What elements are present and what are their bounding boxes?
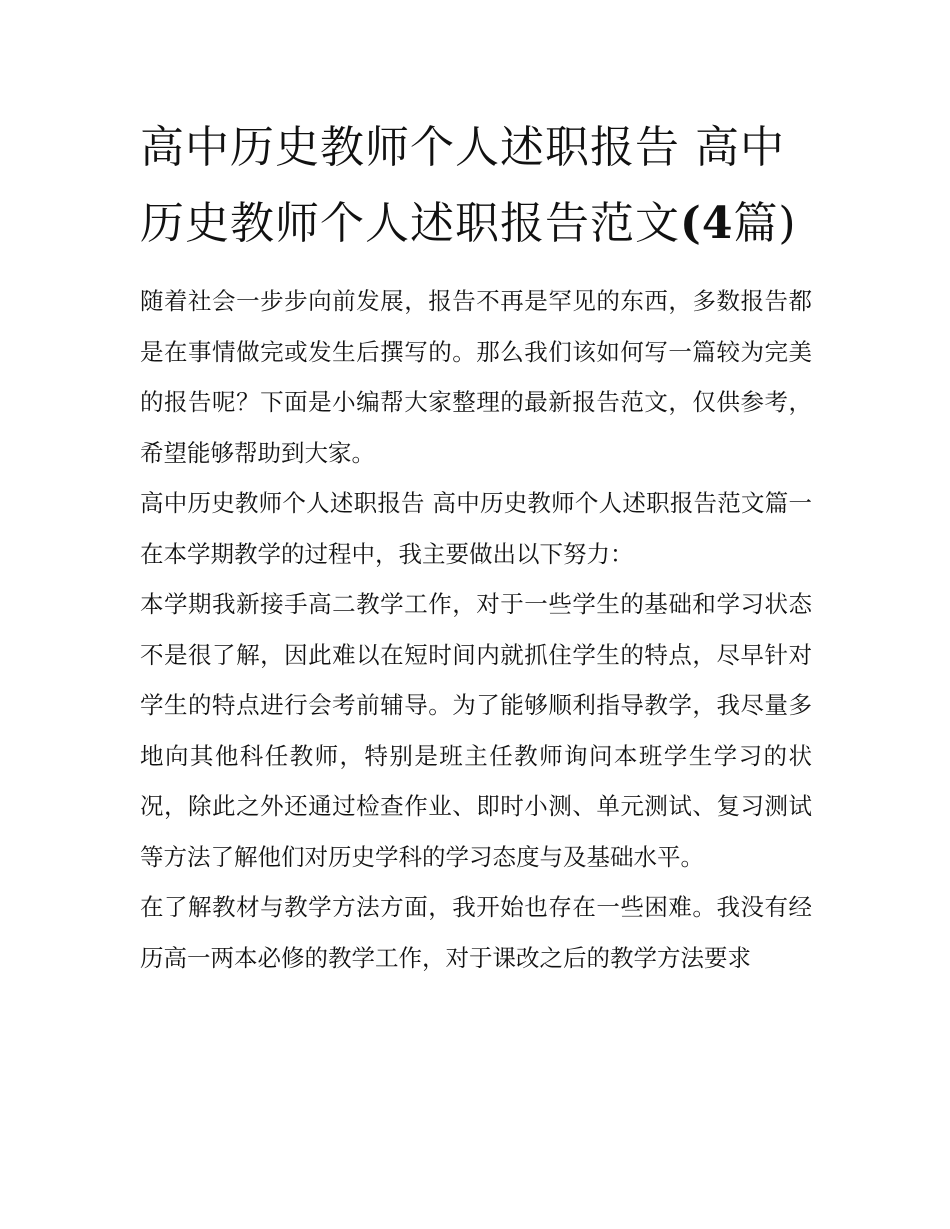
intro-paragraph: 随着社会一步步向前发展，报告不再是罕见的东西，多数报告都是在事情做完或发生后撰写的。那么我们该如何写一篇较为完美的报告呢？下面是小编帮大家整理的最新报告范文，仅供参考，希望能够帮助到大家。: [140, 287, 812, 467]
body-paragraph: 本学期我新接手高二教学工作，对于一些学生的基础和学习状态不是很了解，因此难以在短时间内就抓住学生的特点，尽早针对学生的特点进行会考前辅导。为了能够顺利指导教学，我尽量多地向其他科任教师，特别是班主任教师询问本班学生学习的状况，除此之外还通过检查作业、即时小测、单元测试、复习测试等方法了解他们对历史学科的学习态度与及基础水平。: [140, 590, 812, 871]
document-title: 高中历史教师个人述职报告 高中历史教师个人述职报告范文(4篇): [140, 122, 797, 249]
body-paragraph: 在了解教材与教学方法方面，我开始也存在一些困难。我没有经历高一两本必修的教学工作，对于课改之后的教学方法要求: [140, 893, 812, 972]
section-heading-paragraph: 高中历史教师个人述职报告 高中历史教师个人述职报告范文篇一 在本学期教学的过程中，我主要做出以下努力：: [140, 489, 812, 568]
document-page: [140, 110, 812, 983]
